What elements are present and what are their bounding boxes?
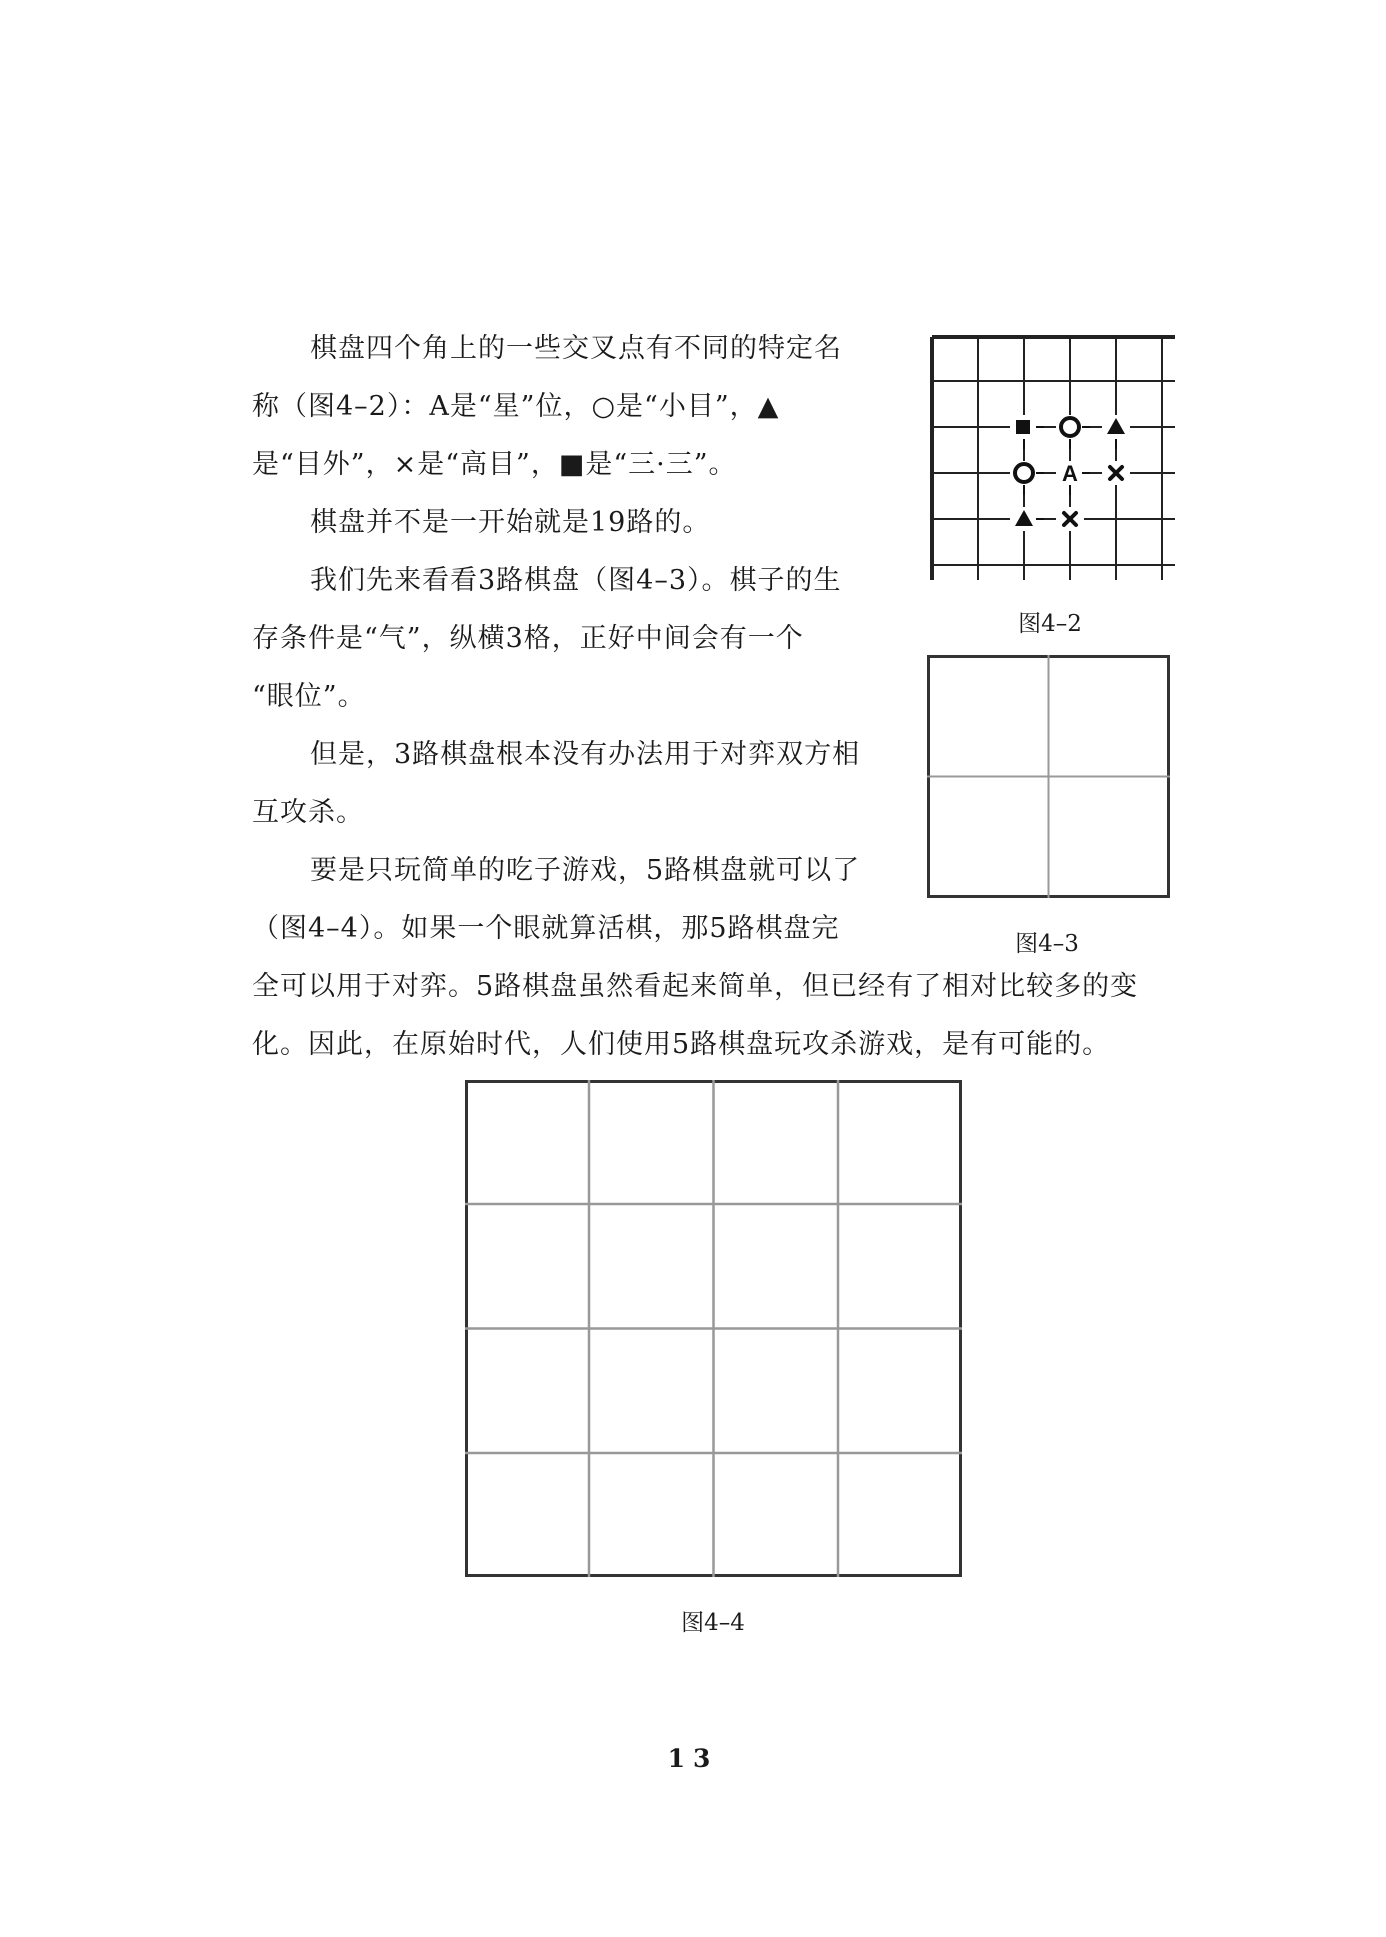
- text-line: 是“目外”，×是“高目”，■是“三·三”。: [252, 449, 737, 480]
- figure-4-2-caption: 图4–2: [1018, 611, 1082, 637]
- star-point-label: A: [1062, 461, 1078, 486]
- corner-grid: [930, 335, 1175, 580]
- san-san-square-marker: [1016, 420, 1030, 434]
- text-line: 要是只玩简单的吃子游戏，5路棋盘就可以了: [310, 855, 861, 886]
- paragraph-three-line-board: [252, 552, 884, 726]
- figure-4-3-caption: 图4–3: [1015, 931, 1079, 957]
- text-line: 称（图4–2）：A是“星”位，○是“小目”，▲: [252, 391, 780, 422]
- figure-4-2-corner-diagram: [930, 335, 1175, 580]
- paragraph-board-history: [252, 494, 884, 552]
- komoku-circle-marker: [1015, 464, 1033, 482]
- text-line: 存条件是“气”，纵横3格，正好中间会有一个: [252, 623, 804, 654]
- figure-4-4-five-line-board: [465, 1080, 962, 1577]
- paragraph-three-line-limits: [252, 726, 884, 842]
- text-line: 互攻杀。: [252, 797, 364, 828]
- board-lines: [465, 1080, 962, 1577]
- text-line: 棋盘并不是一开始就是19路的。: [310, 507, 711, 538]
- komoku-circle-marker: [1061, 418, 1079, 436]
- text-line: （图4–4）。如果一个眼就算活棋，那5路棋盘完: [252, 913, 840, 944]
- text-line: 但是，3路棋盘根本没有办法用于对弈双方相: [310, 739, 861, 770]
- page-number: 13: [667, 1744, 719, 1773]
- text-line: 全可以用于对弈。5路棋盘虽然看起来简单，但已经有了相对比较多的变: [252, 971, 1139, 1002]
- text-line: “眼位”。: [252, 681, 366, 712]
- text-line: 化。因此，在原始时代，人们使用5路棋盘玩攻杀游戏，是有可能的。: [252, 1029, 1111, 1060]
- text-line: 棋盘四个角上的一些交叉点有不同的特定名: [310, 333, 842, 364]
- paragraph-corner-points: [252, 320, 884, 494]
- figure-4-3-three-line-board: [927, 655, 1170, 898]
- figure-4-4-caption: 图4–4: [681, 1610, 745, 1636]
- text-line: 我们先来看看3路棋盘（图4–3）。棋子的生: [310, 565, 842, 596]
